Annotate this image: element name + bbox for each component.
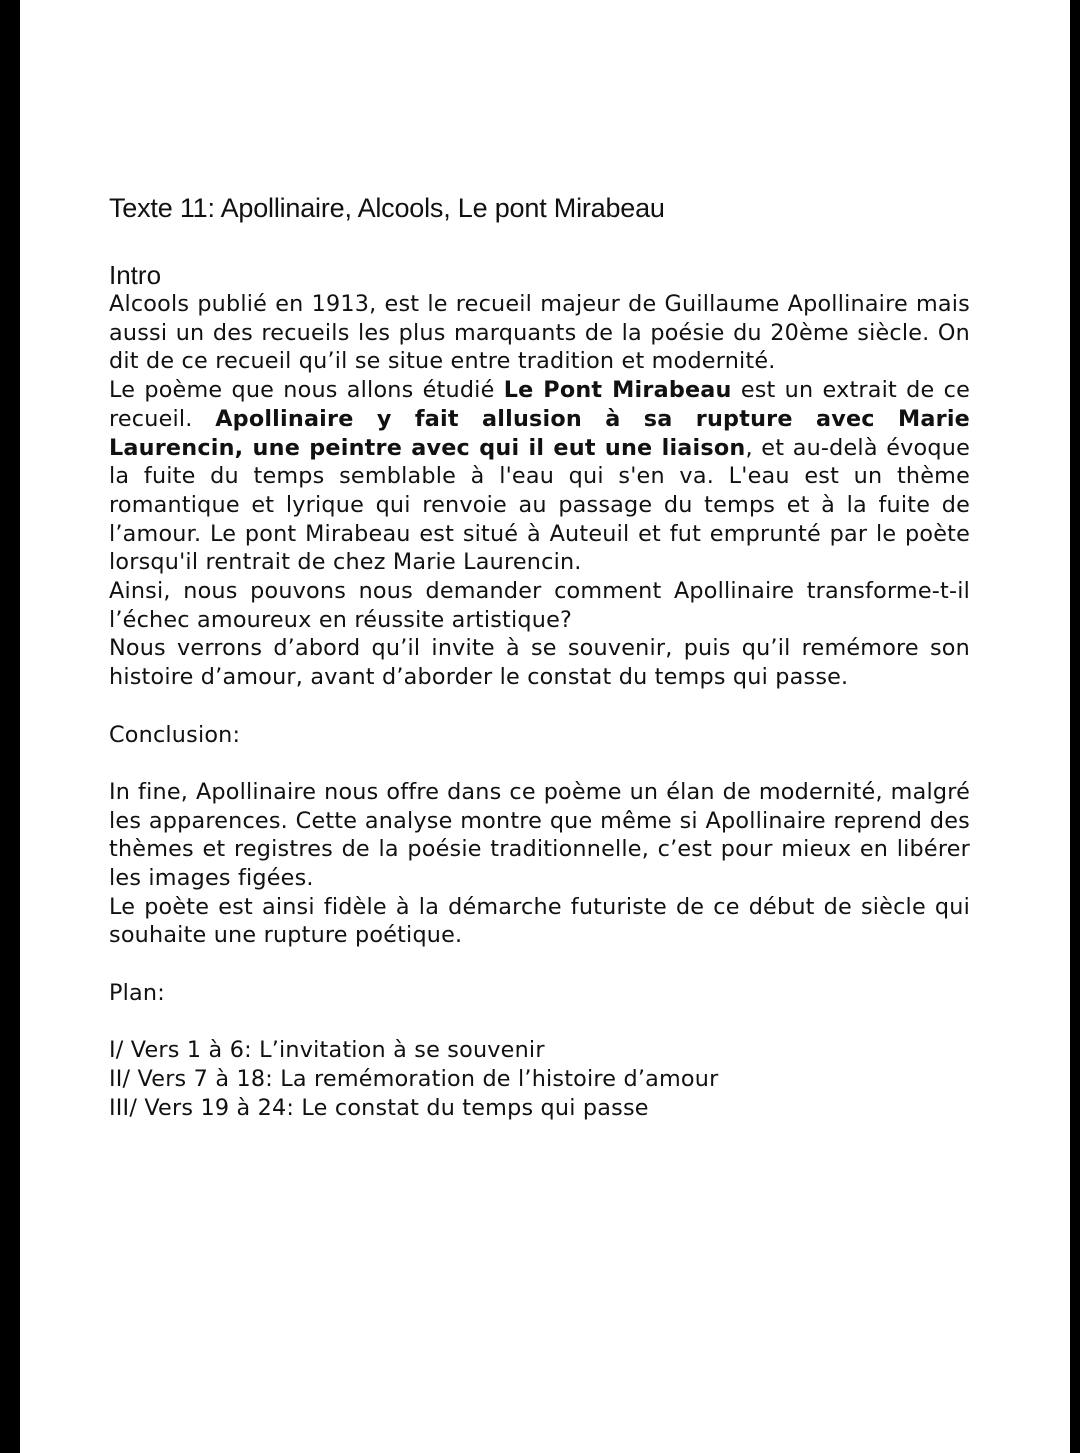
poem-title-bold: Le Pont Mirabeau	[503, 377, 732, 404]
rupture-allusion-bold: Apollinaire y fait allusion à sa rupture avec Marie Laurencin, une peintre avec qui il eut une liaison	[109, 405, 970, 461]
conclusion-label: Conclusion:	[109, 721, 241, 748]
plan-item-1: I/ Vers 1 à 6: L’invitation à se souvenir	[109, 1037, 545, 1064]
spacer	[109, 1008, 970, 1037]
spacer	[109, 950, 970, 979]
document-title: Texte 11: Apollinaire, Alcools, Le pont Mirabeau	[109, 193, 665, 223]
intro-paragraph-1: Alcools publié en 1913, est le recueil majeur de Guillaume Apollinaire mais aussi un des recueils les plus marquants de la poésie du 20ème siècle. On dit de ce recueil qu’il se situe entre tradition et modernité.	[109, 291, 970, 375]
plan-label: Plan:	[109, 979, 165, 1006]
conclusion-paragraph-2: Le poète est ainsi fidèle à la démarche futuriste de ce début de siècle qui souhaite une rupture poétique.	[109, 893, 970, 949]
plan-item-2: II/ Vers 7 à 18: La remémoration de l’histoire d’amour	[109, 1065, 719, 1092]
document-page	[20, 0, 1070, 1453]
conclusion-paragraph-1: In fine, Apollinaire nous offre dans ce poème un élan de modernité, malgré les apparences. Cette analyse montre que même si Apollinaire reprend des thèmes et registres de la poésie traditionnelle, c’est pour mieux en libérer les images figées.	[109, 778, 970, 892]
intro-paragraph-2	[109, 376, 970, 577]
intro-paragraph-2-text-b: est un extrait de ce recueil.	[109, 377, 971, 432]
plan-item-3: III/ Vers 19 à 24: Le constat du temps qui passe	[109, 1094, 649, 1121]
spacer	[109, 749, 970, 778]
intro-heading: Intro	[109, 260, 162, 290]
intro-paragraph-4: Nous verrons d’abord qu’il invite à se souvenir, puis qu’il remémore son histoire d’amour, avant d’aborder le constat du temps qui passe.	[109, 635, 970, 691]
intro-paragraph-2-text-a: Le poème que nous allons étudié	[109, 377, 504, 404]
intro-paragraph-3: Ainsi, nous pouvons nous demander comment Apollinaire transforme-t-il l’échec amoureux en réussite artistique?	[109, 578, 970, 633]
document-content	[109, 190, 970, 1122]
spacer	[109, 692, 970, 721]
intro-paragraph-2-text-c: , et au-delà évoque la fuite du temps semblable à l'eau qui s'en va. L'eau est un thème romantique et lyrique qui renvoie au passage du temps et à la fuite de l’amour. Le pont Mirabeau est situé à Auteuil et fut emprunté par le poète lorsqu'il rentrait de chez Marie Laurencin.	[109, 434, 970, 576]
